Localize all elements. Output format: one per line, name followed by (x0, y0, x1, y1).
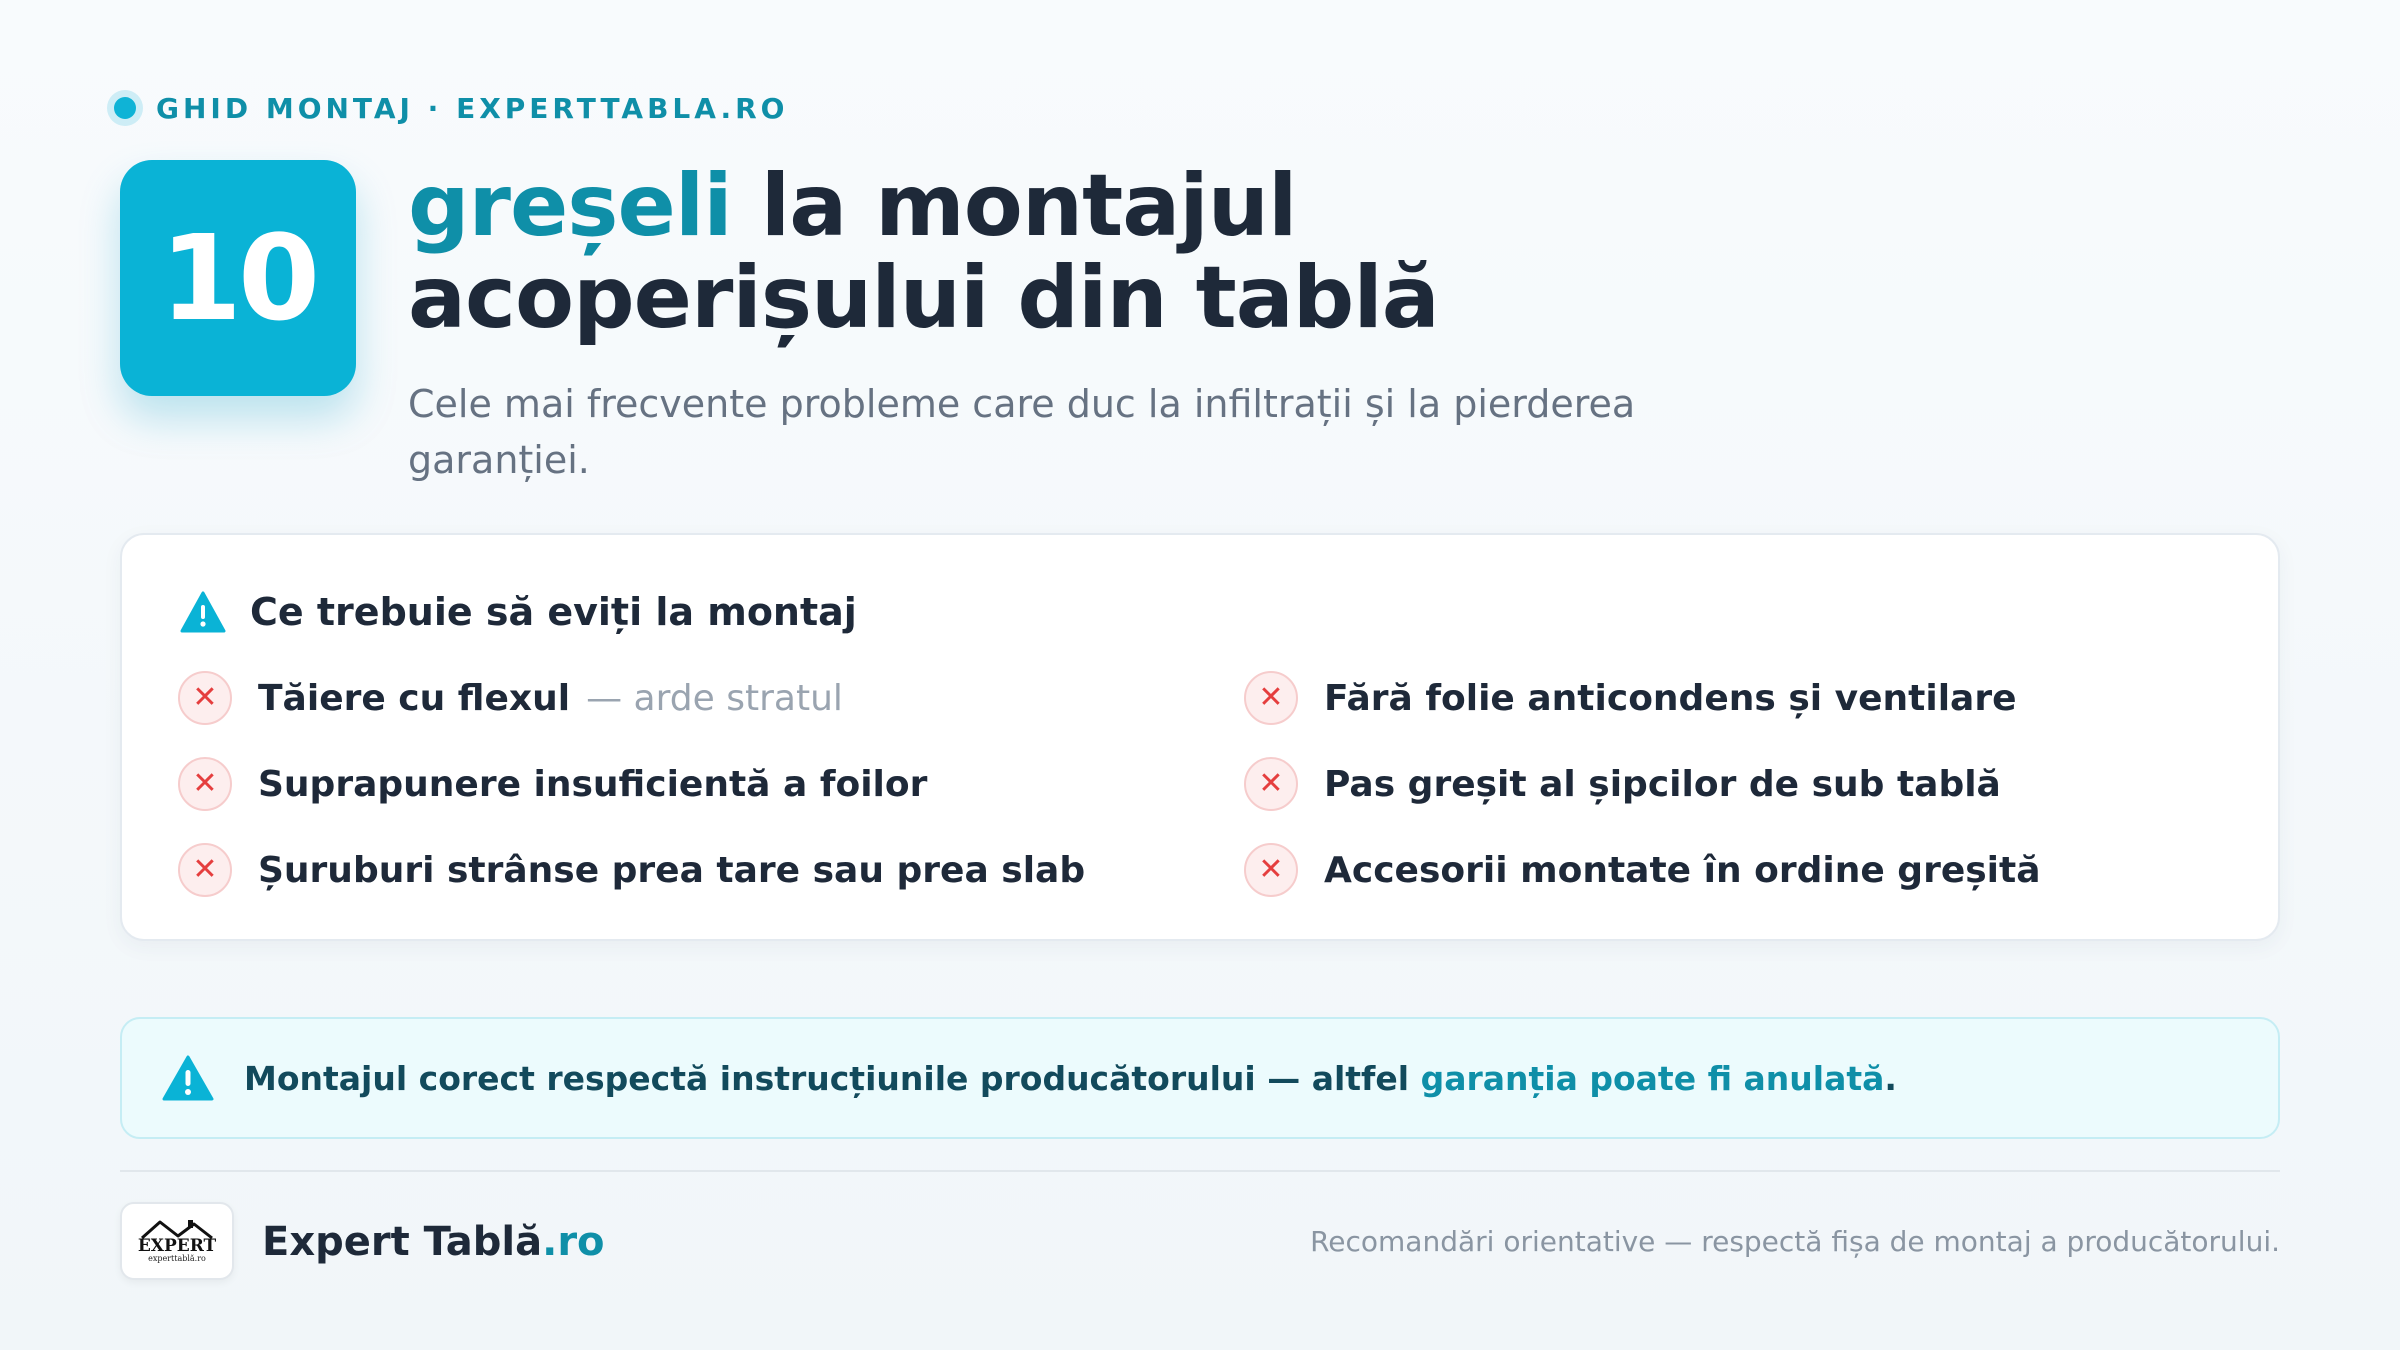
eyebrow-text: GHID MONTAJ · EXPERTTABLA.RO (156, 91, 789, 125)
footer-disclaimer: Recomandări orientative — respectă fișa de montaj a producătorului. (1310, 1225, 2280, 1258)
list-item (1244, 669, 2017, 727)
x-mark-icon: ✕ (1244, 671, 1298, 725)
list-item (1244, 841, 2041, 899)
eyebrow-dot-icon (114, 97, 136, 119)
notice-main: Montajul corect respectă instrucțiunile producătorului — altfel (244, 1058, 1421, 1098)
eyebrow (114, 90, 788, 126)
item-label: Suprapunere insuficientă a foilor (258, 763, 928, 805)
list-item (178, 841, 1085, 899)
x-mark-icon: ✕ (1244, 757, 1298, 811)
card-title: Ce trebuie să eviți la montaj (250, 590, 857, 634)
logo-sub: experttablă.ro (148, 1254, 206, 1263)
brand-name (262, 1214, 605, 1270)
list-item (1244, 755, 2001, 813)
item-label: Șuruburi strânse prea tare sau prea slab (258, 849, 1086, 891)
logo-word: EXPERT (137, 1236, 217, 1256)
card-header (180, 585, 857, 639)
x-mark-icon: ✕ (178, 757, 232, 811)
notice-end: . (1884, 1058, 1897, 1098)
notice-highlight: garanția poate fi anulată (1420, 1058, 1885, 1098)
item-label: Tăiere cu flexul (258, 677, 571, 719)
x-mark-icon: ✕ (1244, 843, 1298, 897)
brand-name-text: Expert Tablă (262, 1219, 543, 1265)
title-rest-line1: la montajul (731, 156, 1297, 256)
warning-triangle-icon (162, 1055, 214, 1101)
title-accent: greșeli (408, 156, 732, 256)
count-badge: 10 (120, 160, 356, 396)
page-title (408, 156, 1439, 348)
title-line2: acoperișului din tablă (408, 248, 1439, 348)
mistakes-card (120, 533, 2280, 941)
warranty-notice (120, 1017, 2280, 1139)
notice-text (244, 1059, 1897, 1098)
item-note: — arde stratul (586, 677, 843, 719)
list-item (178, 669, 843, 727)
item-label: Pas greșit al șipcilor de sub tablă (1324, 763, 2001, 805)
list-item (178, 755, 927, 813)
item-label: Accesorii montate în ordine greșită (1324, 849, 2041, 891)
brand-tld: .ro (542, 1219, 605, 1265)
footer-divider (120, 1170, 2280, 1172)
x-mark-icon: ✕ (178, 671, 232, 725)
page-subtitle: Cele mai frecvente probleme care duc la infiltrații și la pierderea garanției. (408, 382, 1636, 482)
warning-triangle-icon (180, 591, 226, 633)
item-label: Fără folie anticondens și ventilare (1324, 677, 2017, 719)
brand-logo (120, 1202, 234, 1280)
x-mark-icon: ✕ (178, 843, 232, 897)
